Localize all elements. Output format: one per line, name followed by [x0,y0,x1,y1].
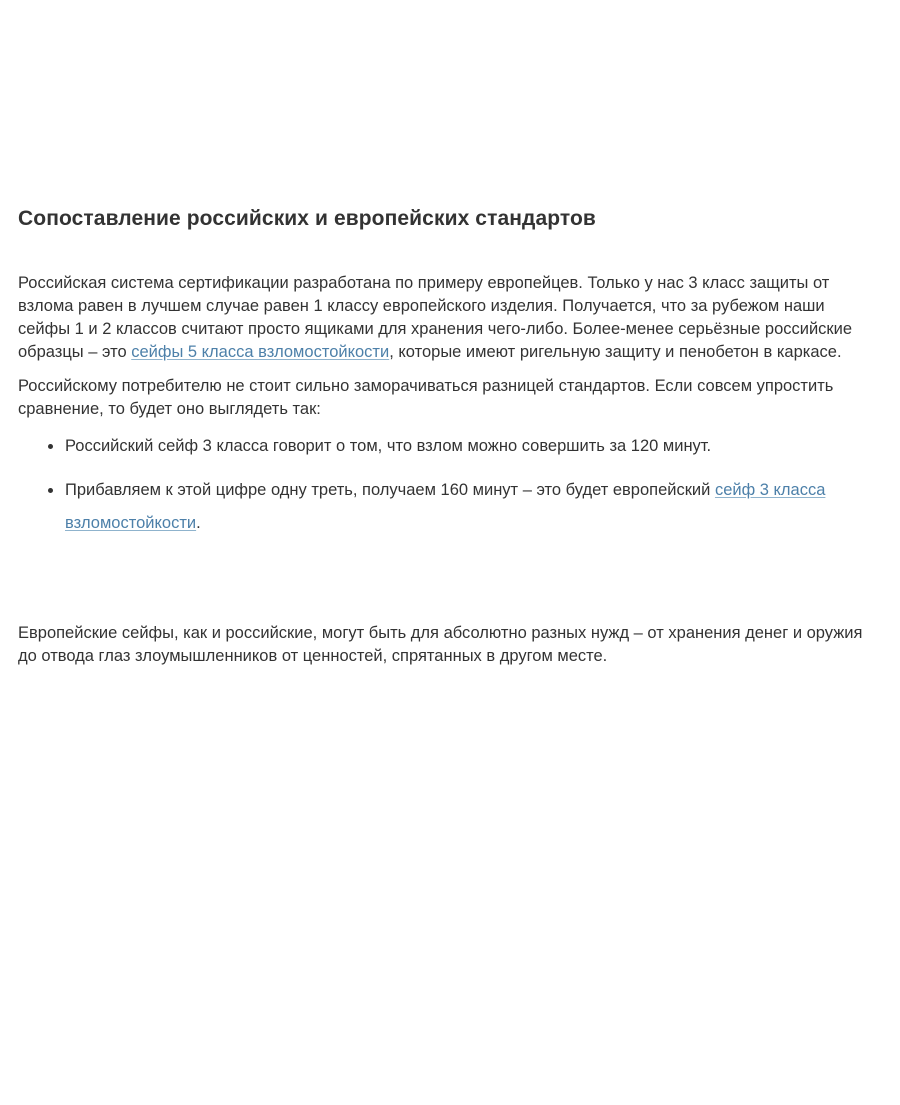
safe-class-3-link[interactable]: сейф 3 класса взломостойкости [65,481,826,532]
article-body [0,205,900,668]
paragraph-certification [18,272,880,364]
list-item-european-safe [64,474,880,540]
list-item-european-safe-text-after: . [196,514,201,532]
comparison-list [18,435,880,540]
list-item-european-safe-text-before: Прибавляем к этой цифре одну треть, получаем 160 минут – это будет европейский [65,481,715,499]
paragraph-certification-text-after: , которые имеют ригельную защиту и пенобетон в каркасе. [389,343,842,361]
article-heading: Сопоставление российских и европейских стандартов [18,207,596,230]
paragraph-european-safes: Европейские сейфы, как и российские, могут быть для абсолютно разных нужд – от хранения денег и оружия до отвода глаз злоумышленников от ценностей, спрятанных в другом месте. [18,624,863,665]
safes-class-5-link[interactable]: сейфы 5 класса взломостойкости [131,343,390,361]
list-item-russian-safe: • Российский сейф 3 класса говорит о том, что взлом можно совершить за 120 минут. [64,435,880,458]
paragraph-comparison-intro: Российскому потребителю не стоит сильно заморачиваться разницей стандартов. Если совсем упростить сравнение, то будет оно выглядеть так: [18,377,834,418]
paragraph-certification-text-before: Российская система сертификации разработана по примеру европейцев. Только у нас 3 класс защиты от взлома равен в лучшем случае равен 1 классу европейского изделия. Получается, что за рубежом наши сейфы 1 и 2 классов считают просто ящиками для хранения чего-либо. Более-менее серьёзные российские образцы – это [18,274,853,361]
